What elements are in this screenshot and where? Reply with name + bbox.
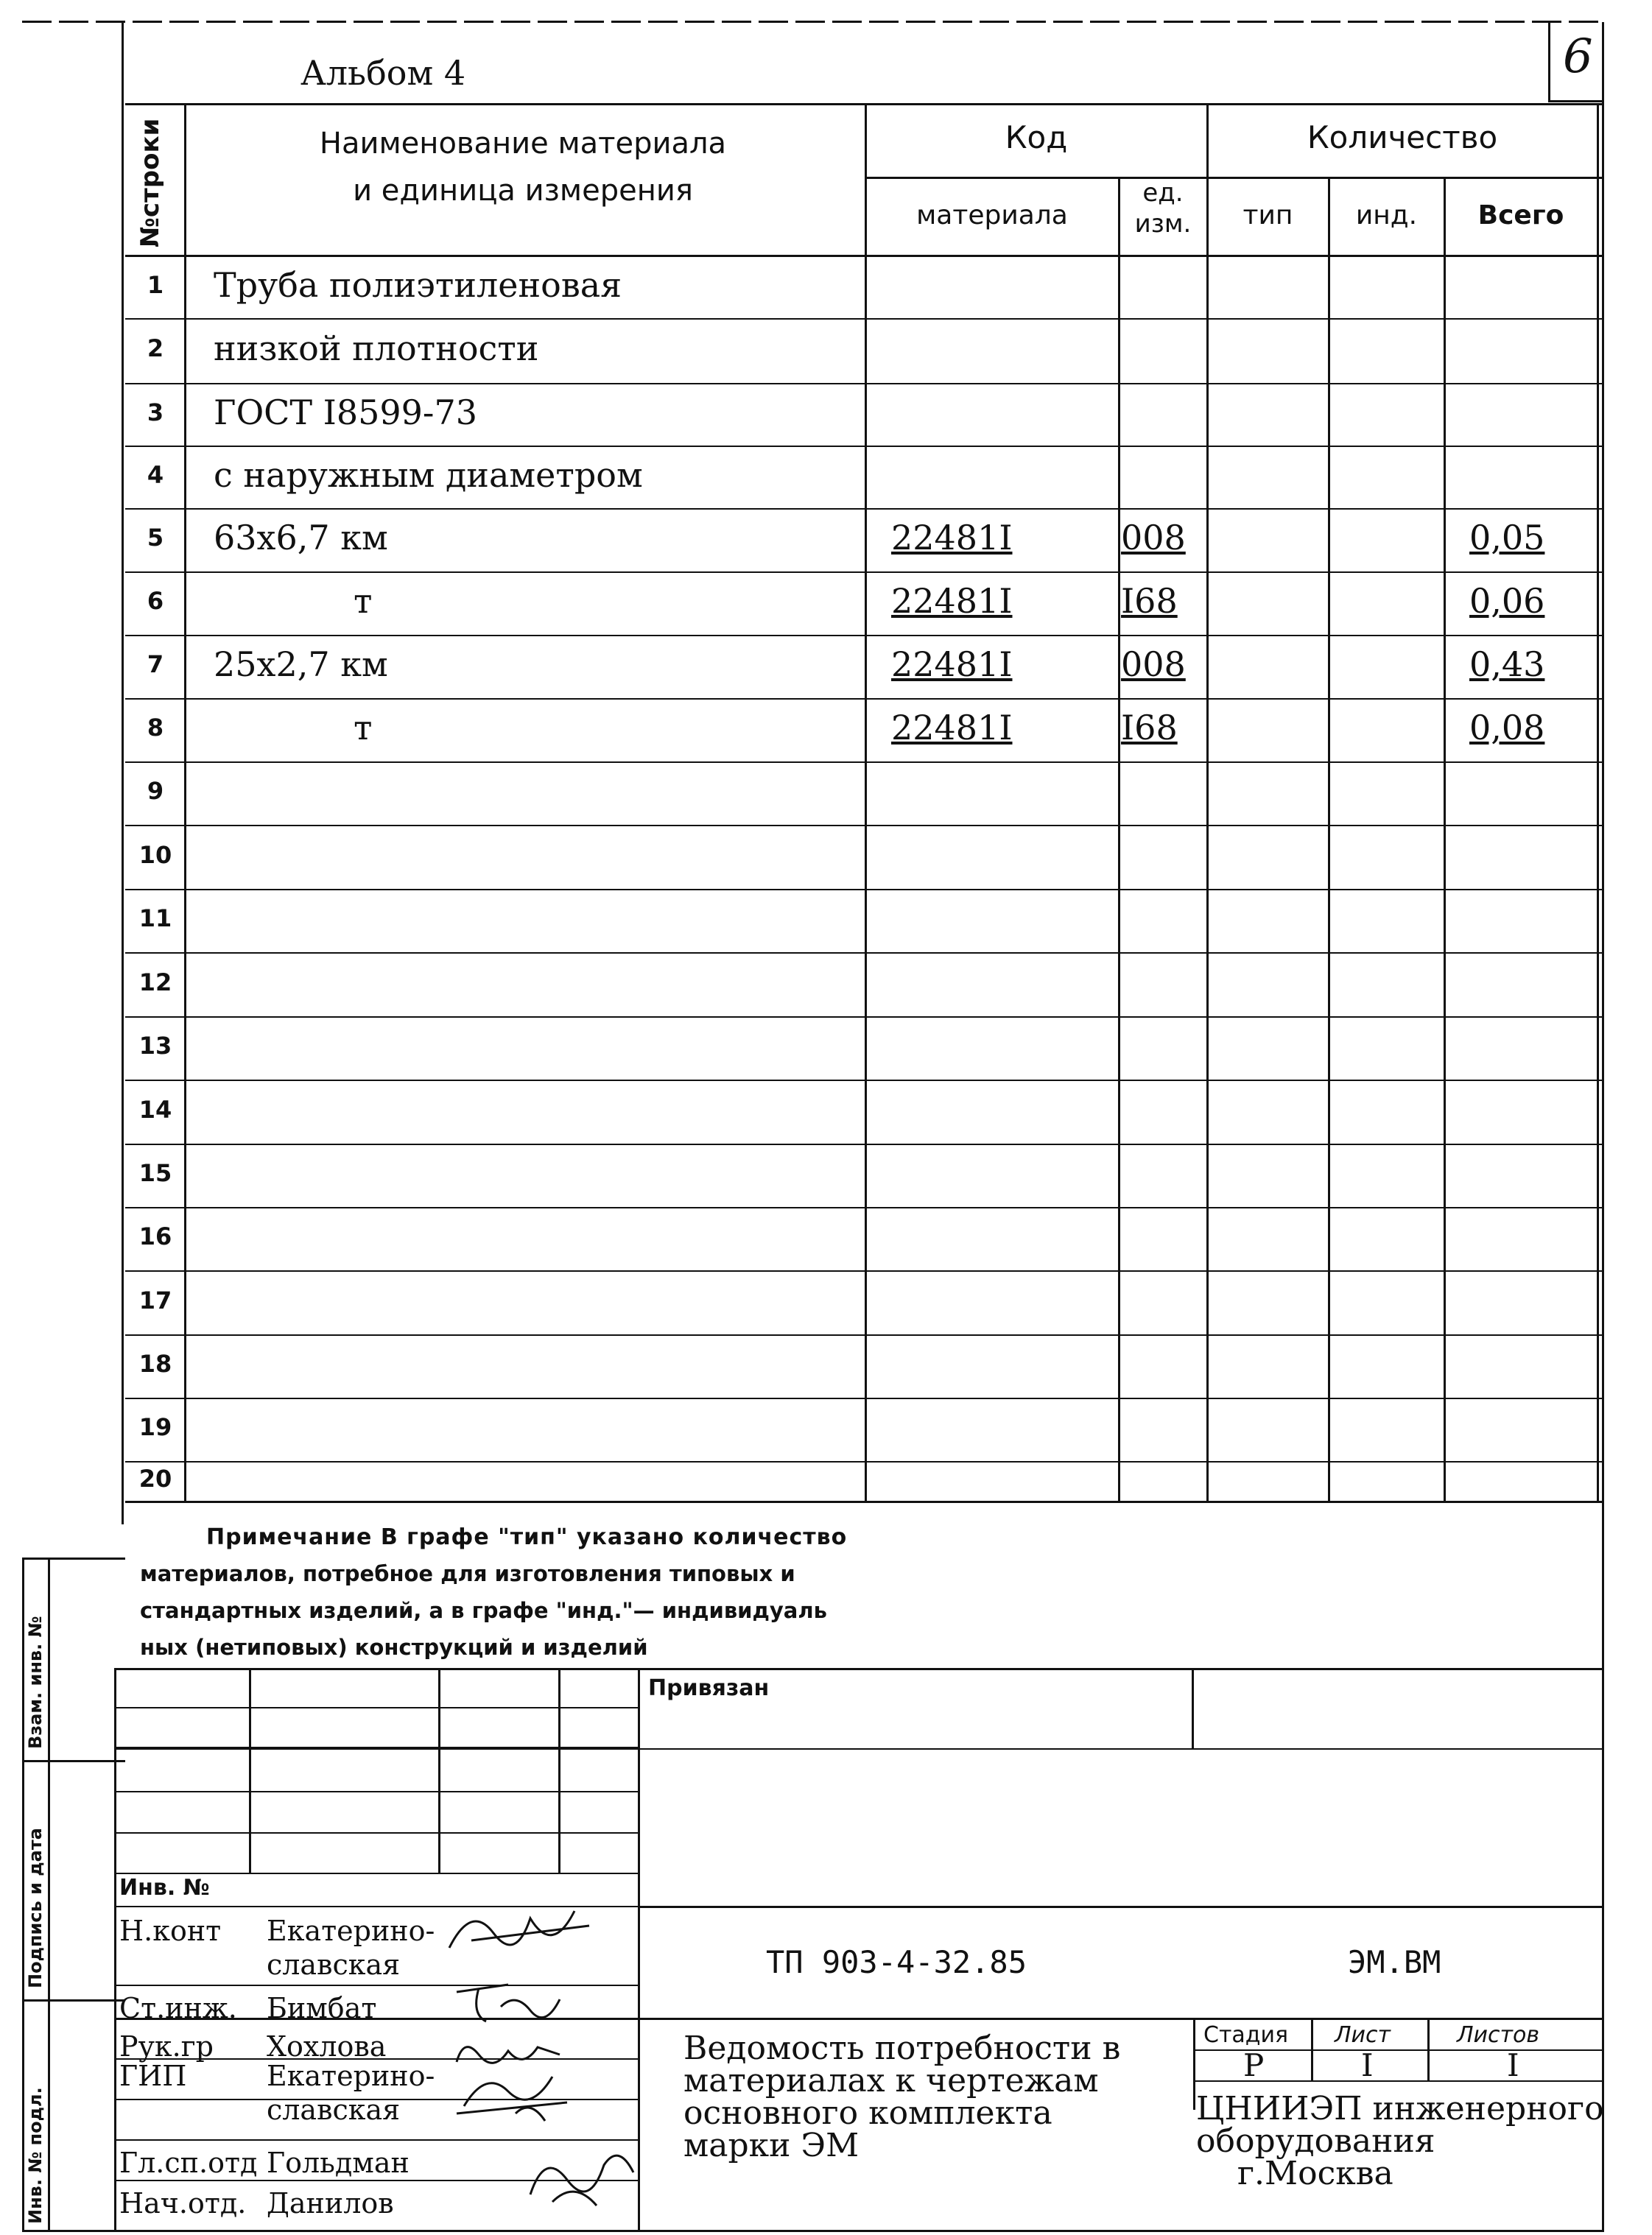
- stamp-role: ГИП: [119, 2060, 187, 2092]
- stamp-row-1: [114, 1707, 638, 1708]
- sheet-number: 6: [1563, 29, 1593, 84]
- project-code: ТП 903-4-32.85: [766, 1944, 1027, 1980]
- side-strip-top: [22, 1558, 125, 1560]
- row-material-name: низкой плотности: [214, 328, 539, 368]
- stamp-person: Бимбат: [267, 1992, 377, 2024]
- row-number: 16: [138, 1222, 172, 1250]
- row-material-code: 22481I: [891, 644, 1013, 684]
- row-separator: [125, 1080, 1604, 1081]
- stamp-row-6: [114, 1873, 638, 1874]
- code-material-header: материала: [916, 200, 1068, 230]
- stage-value: Р: [1243, 2047, 1265, 2083]
- row-material-name: т: [354, 581, 373, 621]
- note-line-2: материалов, потребное для изготовления типовых и: [140, 1561, 795, 1586]
- row-material-code: 22481I: [891, 581, 1013, 621]
- stamp-role: Ст.инж.: [119, 1992, 237, 2024]
- signature-5: [516, 2136, 641, 2217]
- row-separator: [125, 318, 1604, 320]
- row-number: 5: [147, 524, 164, 552]
- stamp-row-3: [114, 1748, 1604, 1750]
- signature-2: [449, 1977, 567, 2029]
- row-material-name: 25х2,7 км: [214, 644, 388, 684]
- stamp-row-5: [114, 1832, 638, 1834]
- stamp-role: Нач.отд.: [119, 2187, 247, 2220]
- col-line-ind: [1444, 177, 1446, 1502]
- note-line-1: Примечание В графе "тип" указано количество: [206, 1524, 848, 1550]
- row-number: 7: [147, 650, 164, 678]
- row-separator: [125, 1270, 1604, 1272]
- qty-type-header: тип: [1242, 200, 1293, 230]
- stamp-col-3: [558, 1668, 560, 1874]
- side-label-podpis: Подпись и дата: [25, 1828, 46, 1988]
- col-line-material: [1118, 177, 1120, 1502]
- row-separator: [125, 1207, 1604, 1208]
- stamp-top-line: [114, 1668, 1604, 1670]
- signature-1: [442, 1896, 611, 1963]
- rownum-header: №строки: [136, 118, 165, 247]
- stamp-row-4: [114, 1791, 638, 1792]
- sheets-label: Листов: [1457, 2022, 1540, 2048]
- row-material-code: 22481I: [891, 518, 1013, 557]
- stamp-row-big: [638, 1906, 1604, 1908]
- row-separator: [125, 508, 1604, 510]
- stamp-person: Гольдман: [267, 2147, 410, 2179]
- row-total-qty: 0,08: [1469, 708, 1545, 747]
- row-total-qty: 0,06: [1469, 581, 1545, 621]
- row-number: 18: [138, 1350, 172, 1378]
- inv-no-label: Инв. №: [119, 1875, 210, 1901]
- sheets-value: I: [1507, 2047, 1519, 2083]
- org-line-3: г.Москва: [1237, 2155, 1393, 2192]
- row-separator: [125, 571, 1604, 573]
- row-unit-code: I68: [1121, 708, 1178, 747]
- code-header: Код: [1005, 119, 1068, 155]
- stamp-person: Екатерино-: [267, 1915, 435, 1947]
- stage-label: Стадия: [1203, 2022, 1289, 2048]
- stamp-person: Хохлова: [267, 2030, 387, 2063]
- stamp-left-line: [114, 1668, 116, 2231]
- side-strip-div1: [22, 1760, 125, 1762]
- col-line-unit: [1206, 103, 1209, 1502]
- row-number: 13: [138, 1032, 172, 1060]
- sheet-value: I: [1361, 2047, 1374, 2083]
- row-material-name: 63х6,7 км: [214, 518, 388, 557]
- row-number: 15: [138, 1159, 172, 1187]
- row-number: 14: [138, 1096, 172, 1124]
- stage-col-left: [1193, 2018, 1195, 2110]
- name-header-line1: Наименование материала: [319, 127, 727, 161]
- qty-ind-header: инд.: [1355, 200, 1418, 230]
- stamp-col-1: [249, 1668, 251, 1874]
- code-unit-header-1: ед.: [1142, 178, 1184, 208]
- note-line-3: стандартных изделий, а в графе "инд."— индивидуаль: [140, 1598, 827, 1623]
- row-unit-code: 008: [1121, 518, 1186, 557]
- row-number: 11: [138, 904, 172, 932]
- row-number: 3: [147, 398, 164, 426]
- sheet-number-box-left: [1548, 22, 1550, 102]
- row-separator: [125, 889, 1604, 890]
- drawing-mark: ЭМ.ВМ: [1348, 1944, 1441, 1980]
- name-header-line2: и единица измерения: [353, 174, 693, 208]
- row-separator: [125, 1461, 1604, 1463]
- row-material-name: Труба полиэтиленовая: [214, 265, 622, 305]
- doc-title-2: материалах к чертежам: [683, 2062, 1099, 2100]
- doc-title-1: Ведомость потребности в: [683, 2030, 1121, 2067]
- col-line-rownum: [184, 103, 186, 1502]
- table-right-line: [1597, 103, 1599, 1502]
- row-number: 17: [138, 1287, 172, 1314]
- col-line-name: [865, 103, 867, 1502]
- frame-left-border: [122, 22, 124, 1524]
- row-number: 20: [138, 1465, 172, 1493]
- row-unit-code: I68: [1121, 581, 1178, 621]
- stamp-person-cont: славская: [267, 1949, 401, 1981]
- side-strip-div2: [22, 1999, 125, 2002]
- row-number: 10: [138, 841, 172, 869]
- qty-total-header: Всего: [1477, 200, 1564, 230]
- side-strip-left: [22, 1558, 24, 2231]
- row-number: 19: [138, 1413, 172, 1441]
- row-number: 1: [147, 271, 164, 299]
- row-number: 4: [147, 461, 164, 489]
- row-material-name: с наружным диаметром: [214, 455, 643, 495]
- row-separator: [125, 1016, 1604, 1018]
- row-material-code: 22481I: [891, 708, 1013, 747]
- stamp-person-cont: славская: [267, 2094, 401, 2126]
- row-separator: [125, 635, 1604, 636]
- table-bottom-line: [125, 1501, 1604, 1503]
- stamp-role: Рук.гр: [119, 2030, 214, 2063]
- frame-bottom-border: [22, 2230, 1604, 2232]
- row-separator: [125, 761, 1604, 763]
- org-line-1: ЦНИИЭП инженерного: [1196, 2090, 1604, 2127]
- top-dashed-line: [22, 21, 1606, 23]
- code-unit-header-2: изм.: [1134, 209, 1192, 239]
- stamp-role: Гл.сп.отд: [119, 2147, 258, 2179]
- row-number: 6: [147, 587, 164, 615]
- doc-title-3: основного комплекта: [683, 2094, 1052, 2132]
- signature-4: [442, 2062, 582, 2128]
- row-number: 9: [147, 777, 164, 805]
- row-number: 12: [138, 968, 172, 996]
- stamp-col-right: [1192, 1668, 1194, 1749]
- row-total-qty: 0,43: [1469, 644, 1545, 684]
- row-separator: [125, 825, 1604, 826]
- row-number: 8: [147, 714, 164, 742]
- stamp-role: Н.конт: [119, 1915, 222, 1947]
- stamp-person: Данилов: [267, 2187, 394, 2220]
- col-line-type: [1328, 177, 1330, 1502]
- row-number: 2: [147, 334, 164, 362]
- row-separator: [125, 1398, 1604, 1399]
- row-material-name: ГОСТ I8599-73: [214, 393, 477, 432]
- row-separator: [125, 446, 1604, 447]
- side-strip-inner: [48, 1558, 50, 2231]
- row-separator: [125, 698, 1604, 700]
- stamp-col-2: [438, 1668, 440, 1874]
- note-line-4: ных (нетиповых) конструкций и изделий: [140, 1635, 648, 1660]
- side-label-inv-podl: Инв. № подл.: [25, 2087, 46, 2224]
- side-label-vzam: Взам. инв. №: [25, 1616, 46, 1749]
- sheet-label: Лист: [1335, 2022, 1391, 2048]
- row-separator: [125, 383, 1604, 384]
- stamp-person: Екатерино-: [267, 2060, 435, 2092]
- quantity-header: Количество: [1307, 119, 1498, 155]
- row-separator: [125, 952, 1604, 954]
- org-line-2: оборудования: [1196, 2122, 1435, 2160]
- sheet-number-box-bottom: [1548, 100, 1604, 102]
- album-label: Альбом 4: [300, 53, 466, 93]
- row-total-qty: 0,05: [1469, 518, 1545, 557]
- row-unit-code: 008: [1121, 644, 1186, 684]
- doc-title-4: марки ЭМ: [683, 2127, 860, 2164]
- row-separator: [125, 1144, 1604, 1145]
- frame-right-border: [1602, 22, 1604, 2231]
- row-separator: [125, 1334, 1604, 1336]
- row-material-name: т: [354, 708, 373, 747]
- code-subheader-line: [866, 177, 1604, 179]
- privyazan-label: Привязан: [648, 1675, 770, 1701]
